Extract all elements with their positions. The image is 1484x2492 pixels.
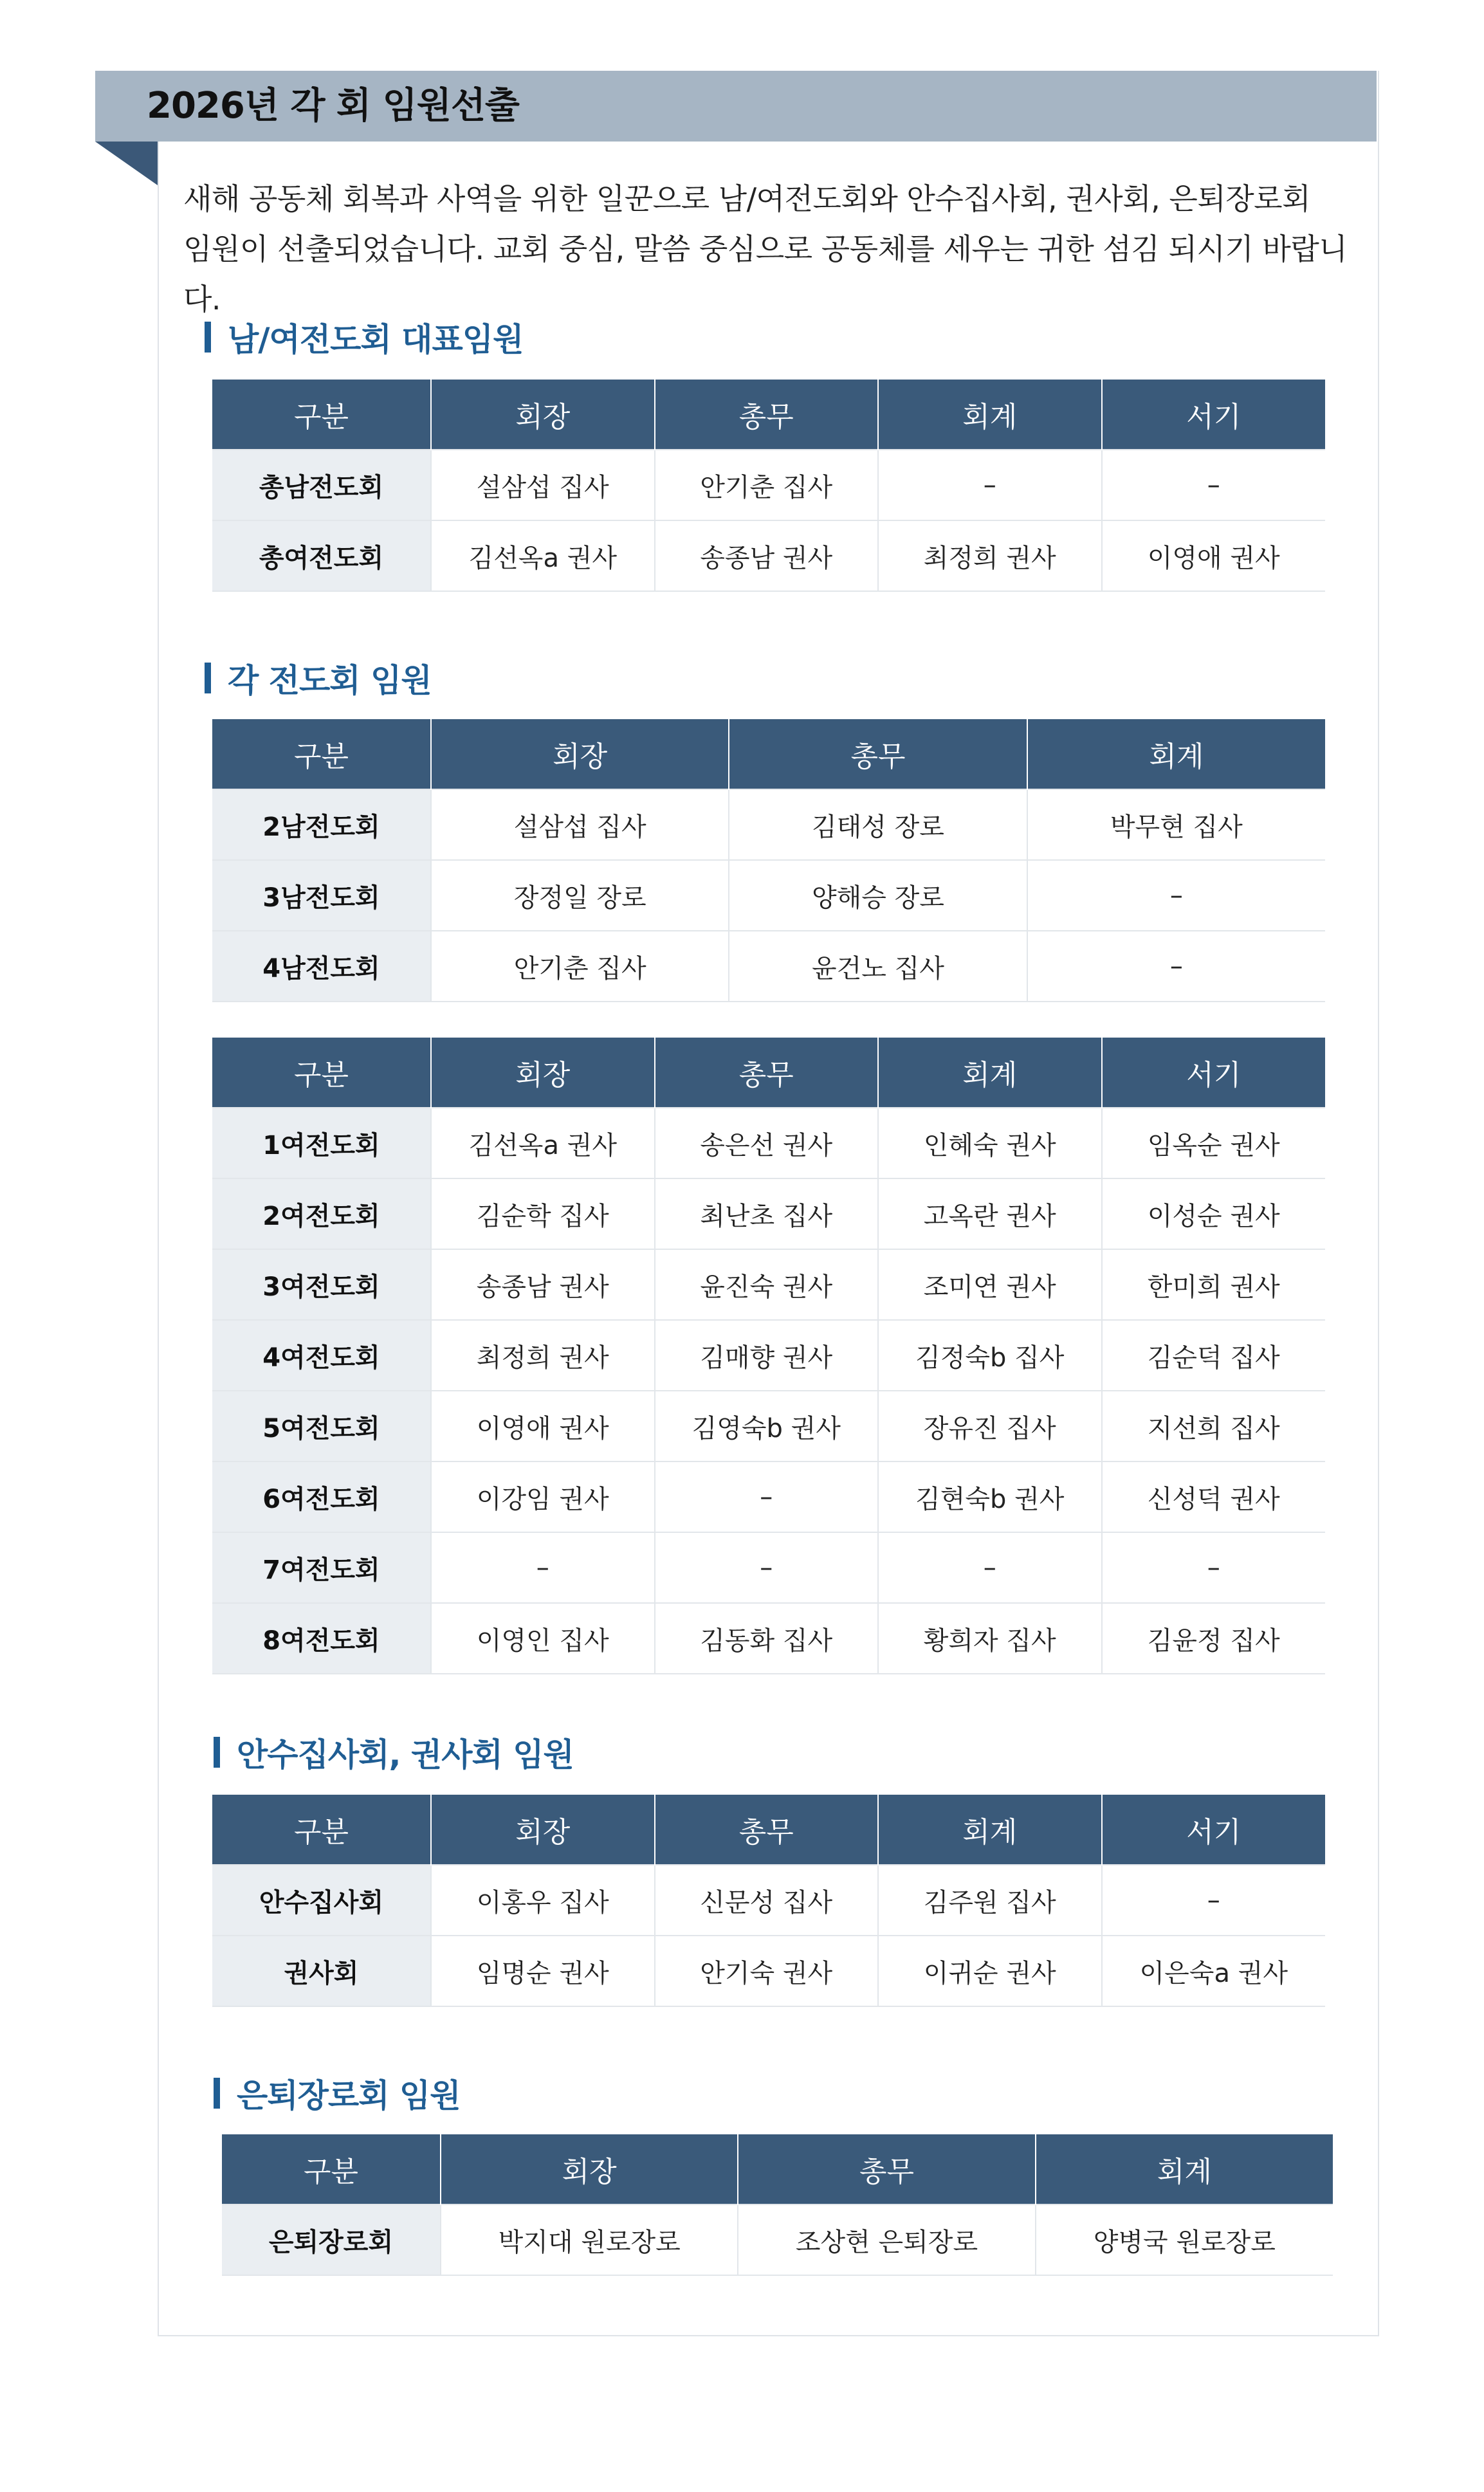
table-cell: –: [1102, 1865, 1326, 1936]
table-cell: 박무현 집사: [1027, 789, 1325, 860]
table-cell: 이영애 권사: [431, 1391, 655, 1461]
table-cell: 김윤정 집사: [1102, 1603, 1326, 1674]
table-row: [212, 1249, 1325, 1320]
table-deacons-kwonsa: [212, 1795, 1325, 2007]
table-cell: 설삼섭 집사: [431, 450, 655, 520]
table-row: [212, 931, 1325, 1002]
header-bar: [95, 71, 1377, 142]
table-cell: 설삼섭 집사: [431, 789, 729, 860]
table-cell: 김영숙b 권사: [655, 1391, 879, 1461]
table-cell: –: [655, 1532, 879, 1603]
table-cell: 안기춘 집사: [431, 931, 729, 1002]
table-cell: 윤건노 집사: [729, 931, 1027, 1002]
table-cell: 이귀순 권사: [878, 1936, 1102, 2006]
table-cell: 안기춘 집사: [655, 450, 879, 520]
table-row: [212, 1461, 1325, 1532]
table-cell: 이영애 권사: [1102, 520, 1326, 591]
column-header: 구분: [212, 1038, 431, 1108]
section-title-retired-elders: [214, 2070, 461, 2116]
row-label: 권사회: [212, 1936, 431, 2006]
row-label: 3남전도회: [212, 860, 431, 931]
table-cell: 신문성 집사: [655, 1865, 879, 1936]
table-row: [212, 1391, 1325, 1461]
table-cell: –: [1027, 860, 1325, 931]
column-header: 총무: [738, 2134, 1035, 2204]
table-cell: 최정희 권사: [431, 1320, 655, 1391]
table-cell: 김순학 집사: [431, 1178, 655, 1249]
table-mens-societies: [212, 719, 1325, 1002]
column-header: 구분: [212, 1795, 431, 1865]
section-title-text: 은퇴장로회 임원: [237, 2077, 461, 2114]
column-header: 회장: [431, 719, 729, 789]
column-header: 서기: [1102, 1795, 1326, 1865]
table-cell: 김동화 집사: [655, 1603, 879, 1674]
row-label: 6여전도회: [212, 1461, 431, 1532]
intro-line-1: 새해 공동체 회복과 사역을 위한 일꾼으로 남/여전도회와 안수집사회, 권사회, 은퇴장로회: [183, 181, 1311, 216]
column-header: 총무: [655, 380, 879, 450]
column-header: 총무: [655, 1038, 879, 1108]
row-label: 4남전도회: [212, 931, 431, 1002]
page-title: 2026년 각 회 임원선출: [147, 85, 520, 127]
table-cell: 신성덕 권사: [1102, 1461, 1326, 1532]
row-label: 8여전도회: [212, 1603, 431, 1674]
table-cell: 안기숙 권사: [655, 1936, 879, 2006]
table-row: [212, 1320, 1325, 1391]
table-cell: 양해승 장로: [729, 860, 1027, 931]
table-cell: 김순덕 집사: [1102, 1320, 1326, 1391]
table-cell: 장유진 집사: [878, 1391, 1102, 1461]
column-header: 서기: [1102, 380, 1326, 450]
table-cell: –: [878, 450, 1102, 520]
column-header: 서기: [1102, 1038, 1326, 1108]
column-header: 회장: [431, 1038, 655, 1108]
table-row: [212, 860, 1325, 931]
table-header-row: [212, 1795, 1325, 1865]
table-cell: 박지대 원로장로: [441, 2204, 738, 2275]
column-header: 구분: [212, 719, 431, 789]
table-womens-societies: [212, 1038, 1325, 1674]
table-cell: 이강임 권사: [431, 1461, 655, 1532]
table-header-row: [212, 380, 1325, 450]
table-row: [212, 450, 1325, 520]
table-cell: 조상현 은퇴장로: [738, 2204, 1035, 2275]
section-marker: [214, 2078, 220, 2109]
table-cell: –: [431, 1532, 655, 1603]
table-header-row: [212, 719, 1325, 789]
table-cell: 지선희 집사: [1102, 1391, 1326, 1461]
column-header: 회계: [878, 1795, 1102, 1865]
table-cell: –: [878, 1532, 1102, 1603]
row-label: 3여전도회: [212, 1249, 431, 1320]
column-header: 회계: [878, 1038, 1102, 1108]
table-row: [222, 2204, 1333, 2275]
section-title-mission-societies: [205, 655, 432, 701]
table-cell: –: [1102, 1532, 1326, 1603]
table-cell: 인혜숙 권사: [878, 1108, 1102, 1178]
row-label: 5여전도회: [212, 1391, 431, 1461]
table-row: [212, 1178, 1325, 1249]
row-label: 안수집사회: [212, 1865, 431, 1936]
column-header: 회계: [1036, 2134, 1333, 2204]
column-header: 구분: [212, 380, 431, 450]
header-fold-decoration: [95, 142, 158, 185]
table-cell: 조미연 권사: [878, 1249, 1102, 1320]
table-cell: 이홍우 집사: [431, 1865, 655, 1936]
table-cell: 윤진숙 권사: [655, 1249, 879, 1320]
table-cell: 이영인 집사: [431, 1603, 655, 1674]
table-cell: 김태성 장로: [729, 789, 1027, 860]
intro-line-2: 임원이 선출되었습니다. 교회 중심, 말씀 중심으로 공동체를 세우는 귀한 섬김 되시기 바랍니다.: [183, 232, 1348, 316]
column-header: 회장: [441, 2134, 738, 2204]
row-label: 은퇴장로회: [222, 2204, 441, 2275]
section-title-deacons-kwonsa: [214, 1729, 574, 1775]
table-cell: 김현숙b 권사: [878, 1461, 1102, 1532]
table-cell: 양병국 원로장로: [1036, 2204, 1333, 2275]
table-cell: –: [1102, 450, 1326, 520]
table-cell: –: [655, 1461, 879, 1532]
table-row: [212, 1603, 1325, 1674]
row-label: 총남전도회: [212, 450, 431, 520]
row-label: 7여전도회: [212, 1532, 431, 1603]
section-marker: [214, 1737, 220, 1768]
column-header: 총무: [729, 719, 1027, 789]
table-cell: 송종남 권사: [655, 520, 879, 591]
table-cell: 고옥란 권사: [878, 1178, 1102, 1249]
table-row: [212, 1936, 1325, 2006]
table-cell: 이성순 권사: [1102, 1178, 1326, 1249]
column-header: 총무: [655, 1795, 879, 1865]
table-cell: 임옥순 권사: [1102, 1108, 1326, 1178]
column-header: 회장: [431, 380, 655, 450]
table-cell: 최난초 집사: [655, 1178, 879, 1249]
table-cell: 김선옥a 권사: [431, 520, 655, 591]
table-row: [212, 520, 1325, 591]
table-cell: 한미희 권사: [1102, 1249, 1326, 1320]
row-label: 총여전도회: [212, 520, 431, 591]
table-cell: 김선옥a 권사: [431, 1108, 655, 1178]
table-row: [212, 789, 1325, 860]
table-cell: 송은선 권사: [655, 1108, 879, 1178]
section-title-text: 각 전도회 임원: [228, 662, 432, 699]
row-label: 2여전도회: [212, 1178, 431, 1249]
table-cell: 김정숙b 집사: [878, 1320, 1102, 1391]
row-label: 4여전도회: [212, 1320, 431, 1391]
column-header: 구분: [222, 2134, 441, 2204]
section-title-text: 안수집사회, 권사회 임원: [237, 1736, 574, 1773]
section-title-text: 남/여전도회 대표임원: [228, 321, 524, 358]
table-cell: 임명순 권사: [431, 1936, 655, 2006]
table-representatives: [212, 380, 1325, 592]
table-cell: 이은숙a 권사: [1102, 1936, 1326, 2006]
table-header-row: [212, 1038, 1325, 1108]
section-title-representatives: [205, 314, 523, 360]
table-cell: 송종남 권사: [431, 1249, 655, 1320]
row-label: 1여전도회: [212, 1108, 431, 1178]
table-row: [212, 1108, 1325, 1178]
column-header: 회장: [431, 1795, 655, 1865]
table-row: [212, 1865, 1325, 1936]
table-cell: –: [1027, 931, 1325, 1002]
table-cell: 김주원 집사: [878, 1865, 1102, 1936]
table-cell: 김매향 권사: [655, 1320, 879, 1391]
column-header: 회계: [1027, 719, 1325, 789]
table-header-row: [222, 2134, 1333, 2204]
section-marker: [205, 663, 211, 693]
intro-paragraph: [183, 174, 1354, 324]
table-cell: 최정희 권사: [878, 520, 1102, 591]
table-row: [212, 1532, 1325, 1603]
table-cell: 황희자 집사: [878, 1603, 1102, 1674]
row-label: 2남전도회: [212, 789, 431, 860]
column-header: 회계: [878, 380, 1102, 450]
section-marker: [205, 322, 211, 353]
table-cell: 장정일 장로: [431, 860, 729, 931]
table-retired-elders: [222, 2134, 1333, 2276]
